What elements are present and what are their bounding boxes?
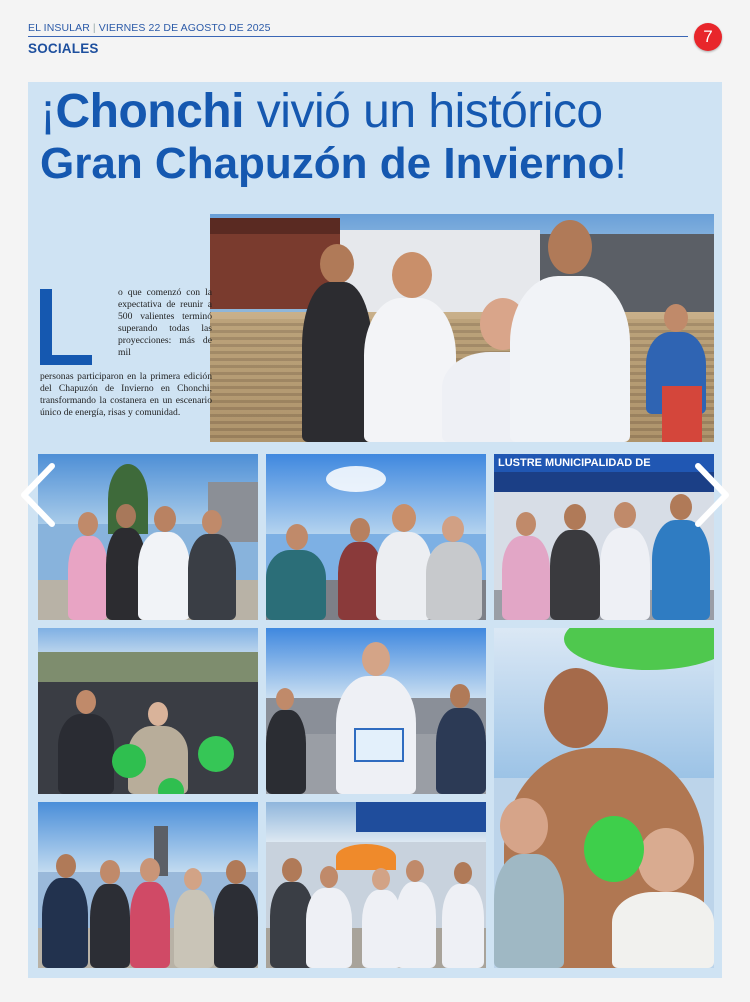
gallery-photo-tall — [494, 628, 714, 968]
headline — [40, 85, 714, 188]
main-person-4 — [510, 220, 630, 442]
publication-line — [28, 22, 271, 34]
headline-line-1 — [40, 85, 714, 138]
gallery-photo-5 — [266, 628, 486, 794]
headline-place: Chonchi — [55, 85, 244, 138]
page-header — [28, 20, 722, 60]
headline-close-mark: ! — [614, 139, 627, 188]
gallery-next-button[interactable] — [692, 460, 732, 530]
lead-text-first: o que comenzó con la expectativa de reunir a 500 valientes terminó superando todas las proyecciones: más de mil — [118, 287, 212, 358]
headline-line-2 — [40, 139, 714, 188]
headline-event: Gran Chapuzón de Invierno — [40, 139, 615, 188]
certificate-holder — [336, 642, 416, 794]
headline-open-mark: ¡ — [40, 85, 56, 138]
page-number-badge: 7 — [694, 23, 722, 51]
gallery-photo-1 — [38, 454, 258, 620]
gallery-photo-7 — [266, 802, 486, 968]
gallery-photo-2 — [266, 454, 486, 620]
gallery-photo-6 — [38, 802, 258, 968]
gallery-photo-3 — [494, 454, 714, 620]
chevron-left-icon — [18, 460, 58, 530]
headline-verb: vivió un histórico — [243, 85, 603, 138]
municipal-banner: LUSTRE MUNICIPALIDAD DE — [494, 454, 714, 472]
drop-cap-letter — [40, 289, 100, 365]
article-panel — [28, 82, 722, 978]
chevron-right-icon — [692, 460, 732, 530]
gallery-prev-button[interactable] — [18, 460, 58, 530]
section-title: SOCIALES — [28, 41, 99, 56]
lead-paragraph — [40, 287, 212, 447]
publication-date: VIERNES 22 DE AGOSTO DE 2025 — [98, 22, 271, 34]
publication-name: EL INSULAR — [28, 22, 90, 34]
header-rule — [28, 36, 688, 37]
header-separator: | — [92, 22, 96, 34]
lead-text-rest: personas participaron en la primera edición del Chapuzón de Invierno en Chonchi, transformando la costanera en un escenario único de energía, risas y comunidad. — [40, 371, 212, 418]
gallery-photo-4 — [38, 628, 258, 794]
main-photo — [210, 214, 714, 442]
